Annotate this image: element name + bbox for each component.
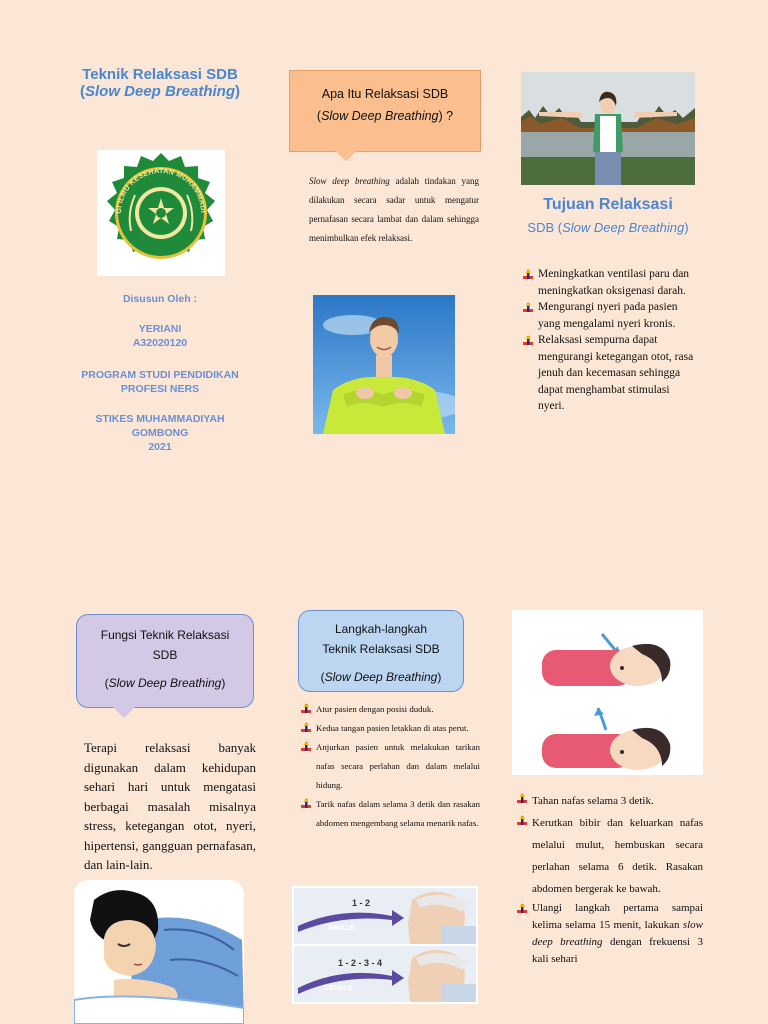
fungsi-heading-3 — [77, 673, 253, 693]
langkah-item-text: Anjurkan pasien untuk melakukan tarikan nafas secara perlahan dan dalam melalui hidung. — [316, 742, 480, 790]
bullet-icon — [516, 815, 528, 827]
list-item — [298, 719, 480, 738]
lanjutan-last-prefix: Ulangi langkah pertama sampai kelima selama 15 menit, lakukan — [532, 902, 703, 931]
author-section — [40, 292, 280, 454]
fungsi-callout — [76, 614, 254, 708]
program-line-2: PROFESI NERS — [120, 383, 200, 395]
list-item — [514, 812, 703, 900]
what-is-subheading — [290, 105, 480, 127]
what-is-paragraph-text: adalah tindakan yang dilakukan secara sadar untuk mengatur pernafasan secara lambat dan dalam sehingga menimbulkan efek relaksasi. — [309, 176, 479, 243]
list-item — [520, 299, 698, 332]
what-is-callout-tail — [334, 150, 358, 161]
breathing-position-illustration — [512, 610, 703, 775]
bullet-icon — [516, 793, 528, 805]
fungsi-italic: Slow Deep Breathing — [108, 676, 222, 690]
program-line-1: PROGRAM STUDI PENDIDIKAN — [81, 369, 239, 381]
bullet-icon — [300, 798, 312, 810]
tujuan-item-text: Relaksasi sempurna dapat mengurangi ketegangan otot, rasa jenuh dan kecemasan sehingga dapat menghambat stimulasi nyeri. — [538, 334, 694, 412]
cover-title-block — [40, 66, 280, 100]
fungsi-open: ( — [104, 676, 109, 690]
institution-logo — [97, 150, 225, 276]
what-is-paragraph-italic: Slow deep breathing — [309, 176, 390, 186]
lanjutan-item-text: Kerutkan bibir dan keluarkan nafas melalui mulut, hembuskan secara perlahan selama 6 detik. Rasakan abdomen bergerak ke bawah. — [532, 817, 703, 895]
langkah-callout — [298, 610, 464, 692]
inhale-label: INHALE — [328, 925, 355, 932]
what-is-close: ) ? — [438, 109, 454, 123]
publication-year: 2021 — [148, 441, 172, 453]
cover-subtitle-open: ( — [79, 83, 85, 100]
cover-subtitle-close: ) — [235, 83, 241, 100]
tujuan-item-text: Meningkatkan ventilasi paru dan meningkatkan oksigenasi darah. — [538, 268, 690, 297]
woman-lake-photo — [521, 72, 695, 185]
list-item — [298, 738, 480, 795]
bullet-icon — [522, 302, 534, 314]
bullet-icon — [522, 335, 534, 347]
tujuan-sub-suffix: ) — [684, 220, 689, 235]
inhale-count: 1 - 2 — [352, 898, 371, 908]
bullet-icon — [300, 703, 312, 715]
what-is-italic: Slow Deep Breathing — [321, 109, 439, 123]
lanjutan-item-text: Tahan nafas selama 3 detik. — [532, 795, 654, 807]
tujuan-heading: Tujuan Relaksasi — [543, 196, 673, 213]
inhale-exhale-illustration — [292, 886, 478, 1004]
bullet-icon — [522, 269, 534, 281]
what-is-heading: Apa Itu Relaksasi SDB — [321, 87, 449, 101]
what-is-callout — [289, 70, 481, 152]
lanjutan-list — [514, 790, 703, 968]
author-name: YERIANI — [138, 323, 182, 335]
disusun-label: Disusun Oleh : — [122, 293, 198, 305]
cover-subtitle — [40, 83, 280, 100]
langkah-heading-1: Langkah-langkah — [334, 622, 428, 636]
list-item — [520, 266, 698, 299]
man-breathing-photo — [313, 295, 455, 434]
sleeping-man-illustration — [74, 880, 244, 1024]
logo-emblem-icon — [97, 150, 225, 276]
tujuan-item-text: Mengurangi nyeri pada pasien yang mengalami nyeri kronis. — [538, 301, 678, 330]
lanjutan-last-suffix: dengan frekuensi 3 kali sehari — [532, 936, 703, 965]
bullet-icon — [300, 722, 312, 734]
langkah-item-text: Kedua tangan pasien letakkan di atas perut. — [316, 723, 469, 733]
list-item — [298, 795, 480, 833]
tujuan-subheading — [505, 220, 711, 235]
what-is-paragraph — [309, 172, 479, 248]
langkah-open: ( — [320, 670, 325, 684]
fungsi-close: ) — [221, 676, 226, 690]
cover-subtitle-italic: Slow Deep Breathing — [84, 83, 236, 100]
langkah-item-text: Atur pasien dengan posisi duduk. — [316, 704, 434, 714]
logo-text: GI ILMU KESEHATAN MUHAMMADI — [113, 165, 209, 214]
lanjutan-last-italic: slow deep breathing — [532, 919, 703, 948]
author-nim: A32020120 — [132, 337, 188, 349]
langkah-item-text: Tarik nafas dalam selama 3 detik dan rasakan abdomen mengembang selama menarik nafas. — [316, 799, 480, 828]
langkah-heading-3 — [299, 667, 463, 687]
langkah-heading-2: Teknik Relaksasi SDB — [322, 642, 440, 656]
fungsi-paragraph: Terapi relaksasi banyak digunakan dalam kehidupan sehari hari untuk mengatasi berbagai masalah misalnya stress, ketegangan otot, nyeri, hipertensi, gangguan pernafasan, dan lain-lain. — [84, 740, 256, 872]
list-item — [298, 700, 480, 719]
list-item — [520, 332, 698, 415]
exhale-count: 1 - 2 - 3 - 4 — [338, 958, 383, 968]
langkah-italic: Slow Deep Breathing — [324, 670, 438, 684]
fungsi-callout-tail — [112, 706, 136, 718]
fungsi-heading-2: SDB — [152, 648, 178, 662]
tujuan-sub-italic: Slow Deep Breathing — [562, 220, 685, 235]
tujuan-sub-prefix: SDB ( — [527, 220, 563, 235]
institution-line-2: GOMBONG — [131, 427, 189, 439]
fungsi-heading-1: Fungsi Teknik Relaksasi — [100, 628, 230, 642]
list-item — [514, 790, 703, 812]
what-is-open: ( — [316, 109, 322, 123]
langkah-close: ) — [437, 670, 442, 684]
bullet-icon — [300, 741, 312, 753]
exhale-label: EXHALE — [324, 985, 353, 992]
cover-title: Teknik Relaksasi SDB — [82, 66, 238, 83]
tujuan-list — [520, 266, 698, 415]
list-item — [514, 900, 703, 968]
institution-line-1: STIKES MUHAMMADIYAH — [95, 413, 225, 425]
langkah-list — [298, 700, 480, 833]
bullet-icon — [516, 903, 528, 915]
